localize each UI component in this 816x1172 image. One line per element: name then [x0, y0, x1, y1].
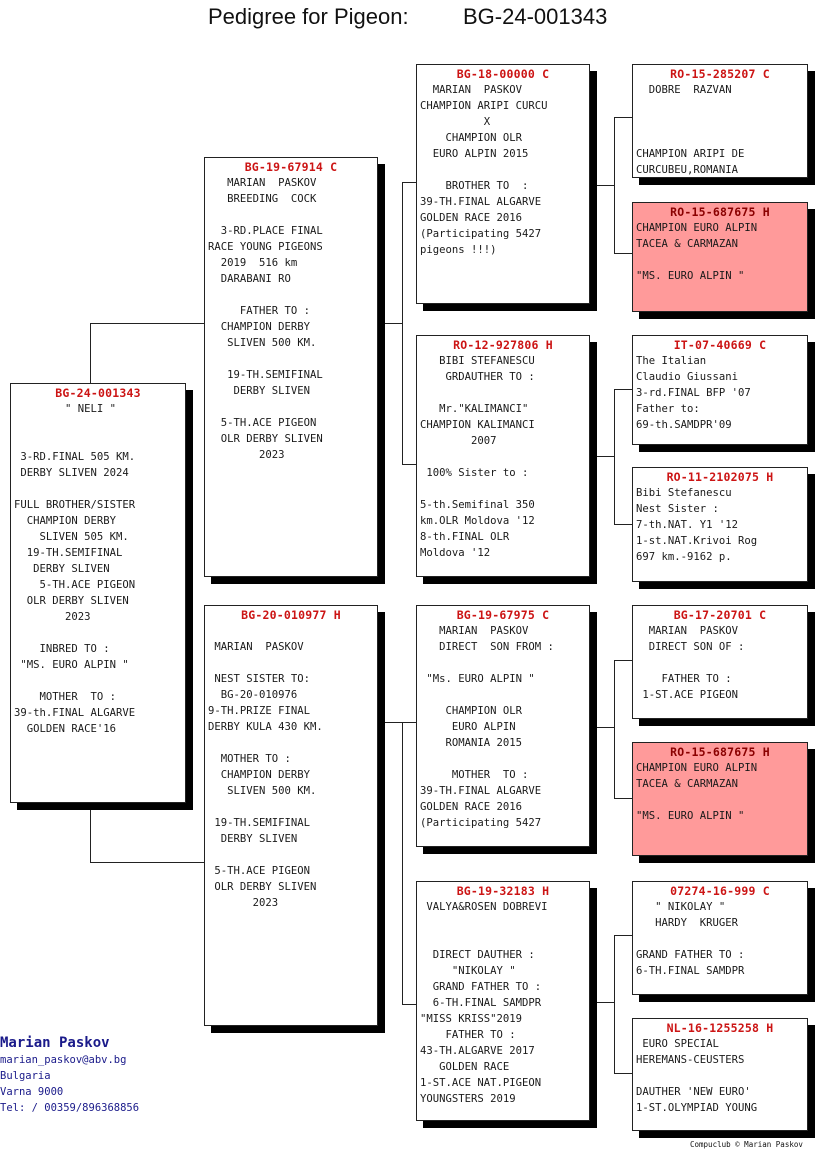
pigeon-notes: MARIAN PASKOV DIRECT SON OF : FATHER TO : 1-ST.ACE PIGEON	[642, 625, 745, 701]
page-title	[0, 4, 816, 34]
connector-line	[614, 389, 615, 524]
ring-number: IT-07-40669 C	[673, 338, 767, 352]
dam-card[interactable]	[204, 605, 378, 1026]
ring-number: BG-19-67975 C	[456, 608, 550, 622]
connector-line	[402, 182, 403, 464]
ring-number: BG-19-67914 C	[244, 160, 338, 174]
pigeon-notes: MARIAN PASKOV CHAMPION ARIPI CURCU X CHAMPION OLR EURO ALPIN 2015 BROTHER TO : 39-TH.FINAL ALGARVE GOLDEN RACE 2016 (Participating 5427 pigeons !!!)	[420, 84, 548, 256]
dam-sire-card[interactable]	[416, 605, 590, 847]
pigeon-notes: MARIAN PASKOV NEST SISTER TO: BG-20-010976 9-TH.PRIZE FINAL DERBY KULA 430 KM. MOTHER TO : CHAMPION DERBY SLIVEN 500 KM. 19-TH.SEMIFINAL DERBY SLIVEN 5-TH.ACE PIGEON OLR DERBY SLIVEN 2023	[208, 641, 323, 909]
ring-number: RO-15-687675 H	[670, 205, 770, 219]
subject-pigeon-card[interactable]	[10, 383, 186, 803]
connector-line	[384, 722, 402, 723]
connector-line	[614, 117, 615, 253]
connector-line	[402, 464, 417, 465]
ring-number: RO-12-927806 H	[453, 338, 553, 352]
connector-line	[614, 253, 632, 254]
ring-number: RO-15-687675 H	[670, 745, 770, 759]
connector-line	[614, 660, 632, 661]
owner-info	[0, 1034, 139, 1116]
owner-name: Marian Paskov	[0, 1035, 110, 1051]
ring-number: BG-20-010977 H	[241, 608, 341, 622]
ring-number: BG-18-00000 C	[456, 67, 550, 81]
connector-line	[614, 117, 632, 118]
pigeon-notes: VALYA&ROSEN DOBREVI DIRECT DAUTHER : "NIKOLAY " GRAND FATHER TO : 6-TH.FINAL SAMDPR "MISS KRISS"2019 FATHER TO : 43-TH.ALGARVE 2017 GOLDEN RACE 1-ST.ACE NAT.PIGEON YOUNGSTERS 2019	[420, 901, 548, 1105]
ring-number: NL-16-1255258 H	[666, 1021, 774, 1035]
pigeon-notes: CHAMPION EURO ALPIN TACEA & CARMAZAN "MS. EURO ALPIN "	[636, 222, 758, 282]
connector-line	[596, 727, 614, 728]
owner-phone: Tel: / 00359/896368856	[0, 1102, 140, 1114]
pigeon-notes: EURO SPECIAL HEREMANS-CEUSTERS DAUTHER 'NEW EURO' 1-ST.OLYMPIAD YOUNG	[636, 1038, 758, 1114]
dam-dam-card[interactable]	[416, 881, 590, 1121]
software-credit: Compuclub © Marian Paskov	[690, 1140, 803, 1149]
ss-sire-card[interactable]	[632, 64, 808, 178]
title-ring-number: BG-24-001343	[463, 4, 608, 29]
connector-line	[614, 798, 632, 799]
connector-line	[614, 524, 632, 525]
ring-number: BG-19-32183 H	[456, 884, 550, 898]
connector-line	[614, 935, 615, 1073]
connector-line	[402, 722, 403, 1004]
ds-sire-card[interactable]	[632, 605, 808, 719]
connector-line	[90, 323, 204, 324]
ring-number: BG-24-001343	[55, 386, 141, 400]
pigeon-notes: DOBRE RAZVAN CHAMPION ARIPI DE CURCUBEU,ROMANIA	[636, 84, 745, 176]
ring-number: 07274-16-999 C	[670, 884, 770, 898]
pigeon-notes: Bibi Stefanescu Nest Sister : 7-th.NAT. Y1 '12 1-st.NAT.Krivoi Rog 697 km.-9162 p.	[636, 487, 758, 563]
title-label: Pedigree for Pigeon:	[208, 4, 409, 29]
connector-line	[614, 935, 632, 936]
sire-sire-card[interactable]	[416, 64, 590, 304]
sd-dam-card[interactable]	[632, 467, 808, 582]
dd-sire-card[interactable]	[632, 881, 808, 995]
owner-email[interactable]: marian_paskov@abv.bg	[0, 1054, 127, 1066]
pigeon-notes: MARIAN PASKOV BREEDING COCK 3-RD.PLACE FINAL RACE YOUNG PIGEONS 2019 516 km DARABANI RO FATHER TO : CHAMPION DERBY SLIVEN 500 KM. 19-TH.SEMIFINAL DERBY SLIVEN 5-TH.ACE PIGEON OLR DERBY SLIVEN 2023	[208, 177, 323, 461]
connector-line	[614, 660, 615, 798]
connector-line	[596, 1002, 614, 1003]
sire-card[interactable]	[204, 157, 378, 577]
pigeon-notes: MARIAN PASKOV DIRECT SON FROM : "Ms. EURO ALPIN " CHAMPION OLR EURO ALPIN ROMANIA 2015 MOTHER TO : 39-TH.FINAL ALGARVE GOLDEN RACE 2016 (Participating 5427	[420, 625, 554, 829]
pigeon-notes: The Italian Claudio Giussani 3-rd.FINAL BFP '07 Father to: 69-th.SAMDPR'09	[636, 355, 751, 431]
connector-line	[596, 456, 614, 457]
connector-line	[614, 389, 632, 390]
connector-line	[614, 1073, 632, 1074]
pigeon-notes: CHAMPION EURO ALPIN TACEA & CARMAZAN "MS. EURO ALPIN "	[636, 762, 758, 822]
ring-number: BG-17-20701 C	[673, 608, 767, 622]
pigeon-notes: " NIKOLAY " HARDY KRUGER GRAND FATHER TO : 6-TH.FINAL SAMDPR	[636, 901, 745, 977]
owner-country: Bulgaria	[0, 1070, 51, 1082]
connector-line	[90, 862, 204, 863]
connector-line	[402, 1004, 417, 1005]
sire-dam-card[interactable]	[416, 335, 590, 577]
ring-number: RO-15-285207 C	[670, 67, 770, 81]
connector-line	[90, 323, 91, 384]
connector-line	[402, 182, 417, 183]
connector-line	[402, 722, 417, 723]
pigeon-notes: " NELI " 3-RD.FINAL 505 KM. DERBY SLIVEN 2024 FULL BROTHER/SISTER CHAMPION DERBY SLIVEN 505 KM. 19-TH.SEMIFINAL DERBY SLIVEN 5-TH.ACE PIGEON OLR DERBY SLIVEN 2023 INBRED TO : "MS. EURO ALPIN " MOTHER TO : 39-th.FINAL ALGARVE GOLDEN RACE'16	[14, 403, 136, 735]
ss-dam-card[interactable]	[632, 202, 808, 312]
ds-dam-card[interactable]	[632, 742, 808, 856]
owner-city: Varna 9000	[0, 1086, 64, 1098]
connector-line	[596, 185, 614, 186]
connector-line	[90, 802, 91, 862]
sd-sire-card[interactable]	[632, 335, 808, 445]
connector-line	[384, 323, 402, 324]
pigeon-notes: BIBI STEFANESCU GRDAUTHER TO : Mr."KALIMANCI" CHAMPION KALIMANCI 2007 100% Sister to : 5-th.Semifinal 350 km.OLR Moldova '12 8-th.FINAL OLR Moldova '12	[420, 355, 535, 559]
ring-number: RO-11-2102075 H	[666, 470, 774, 484]
dd-dam-card[interactable]	[632, 1018, 808, 1131]
